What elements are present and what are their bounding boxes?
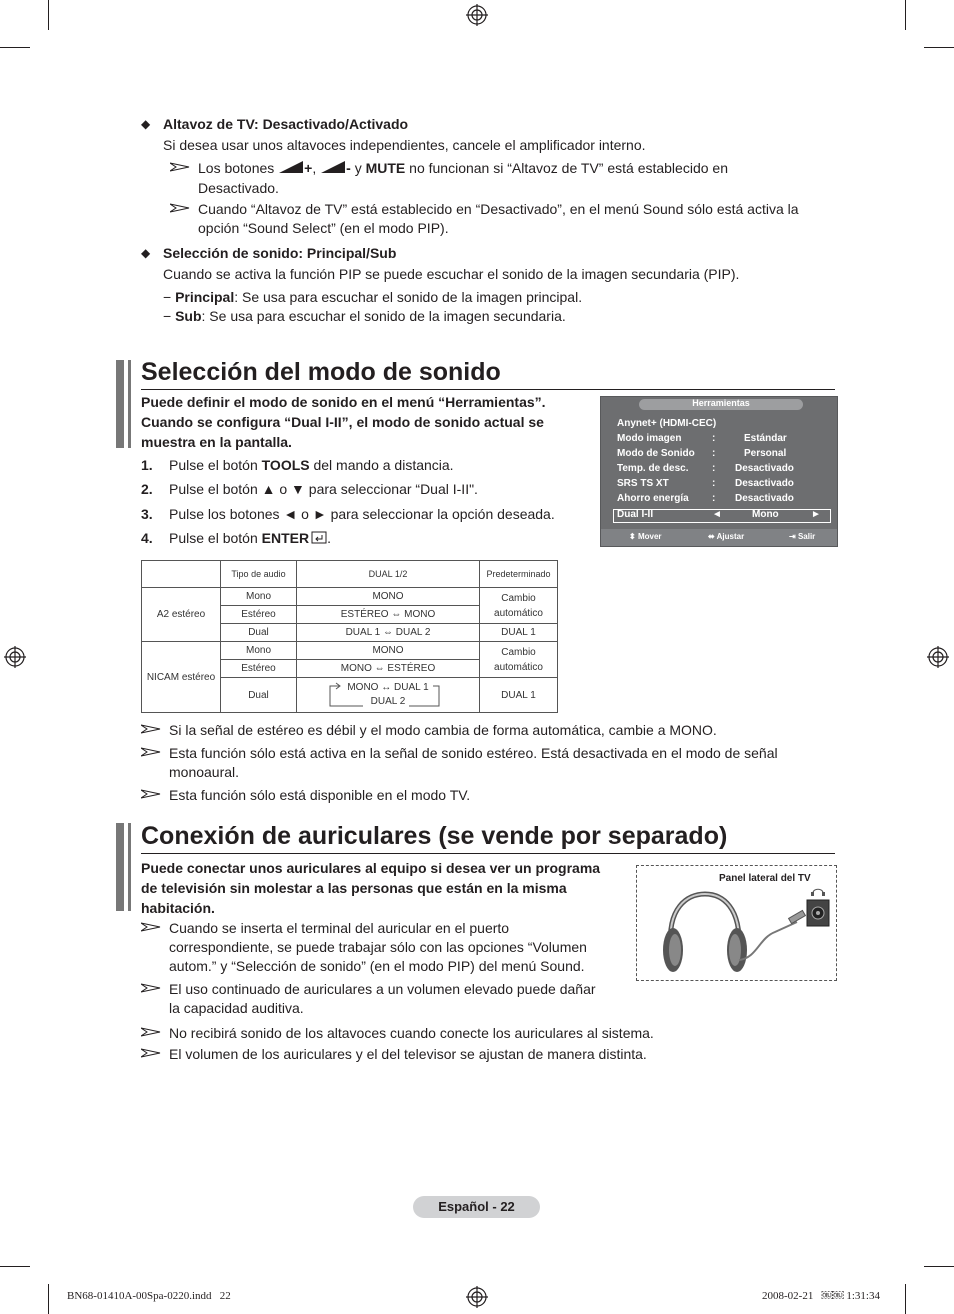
osd-row-srs[interactable]: SRS TS XT : Desactivado xyxy=(617,478,794,489)
step-number: 2. xyxy=(141,481,153,497)
table-cell: Mono xyxy=(221,642,297,660)
osd-row-energy-saving[interactable]: Ahorro energía : Desactivado xyxy=(617,493,794,504)
volume-up-icon xyxy=(278,160,304,174)
table-cell: MONO xyxy=(297,588,480,606)
step-text: Pulse los botones ◄ o ► para seleccionar la opción deseada. xyxy=(169,506,555,522)
crop-mark xyxy=(48,0,49,30)
table-header: DUAL 1/2 xyxy=(297,561,480,588)
step-text: Pulse el botón ▲ o ▼ para seleccionar “Dual I-II". xyxy=(169,481,478,497)
table-cell-nicam: NICAM estéreo xyxy=(142,642,221,713)
section2-intro: Puede conectar unos auriculares al equipo si desea ver un programa de televisión sin molestar a las personas que están en la misma habitación. xyxy=(141,860,601,916)
table-cell-cycle: MONO ↔ DUAL 1 DUAL 2 xyxy=(297,678,480,713)
heading-bar xyxy=(128,823,131,911)
note-arrow-icon xyxy=(141,747,161,757)
note-arrow-icon xyxy=(141,1048,161,1058)
volume-down-icon xyxy=(320,160,346,174)
osd-tools-menu xyxy=(600,396,838,547)
section1-note-cont: monoaural. xyxy=(169,764,240,780)
sound-select-desc: Cuando se activa la función PIP se puede escuchar el sonido de la imagen secundaria (PIP). xyxy=(163,266,740,282)
section1-intro: Puede definir el modo de sonido en el menú “Herramientas”. Cuando se configura “Dual I-II”, el modo de sonido actual se muestra en la pantalla. xyxy=(141,394,546,450)
speaker-note2: Cuando “Altavoz de TV” está establecido en “Desactivado”, en el menú Sound sólo está activa la xyxy=(198,201,799,217)
osd-row-sound-mode[interactable]: Modo de Sonido : Personal xyxy=(617,448,787,459)
osd-footer-exit: ⇥ Salir xyxy=(789,532,816,541)
crop-mark xyxy=(924,47,954,48)
step-text: Pulse el botón ENTER . xyxy=(169,530,331,546)
crop-mark xyxy=(905,1284,906,1314)
cycle-arrow-icon xyxy=(327,682,445,708)
heading-bar xyxy=(128,360,131,448)
section2-note4: El volumen de los auriculares y el del televisor se ajustan de manera distinta. xyxy=(169,1046,647,1062)
note-arrow-icon xyxy=(170,162,190,172)
speaker-note2-line2: opción “Sound Select” (en el modo PIP). xyxy=(198,220,449,236)
section1-note: Esta función sólo está activa en la señal de sonido estéreo. Está desactivada en el modo de señal xyxy=(169,745,778,761)
bullet-diamond-icon: ◆ xyxy=(141,246,151,260)
osd-row-sleep-timer[interactable]: Temp. de desc. : Desactivado xyxy=(617,463,794,474)
step-text: Pulse el botón TOOLS del mando a distancia. xyxy=(169,457,454,473)
panel-label: Panel lateral del TV xyxy=(719,873,811,884)
osd-row-dual-label: Dual I-II ◄ Mono ► xyxy=(617,509,821,520)
headphones-icon xyxy=(657,888,832,976)
osd-footer-move: ⬍ Mover xyxy=(629,532,662,541)
table-cell: Dual xyxy=(221,678,297,713)
osd-row-picture-mode[interactable]: Modo imagen : Estándar xyxy=(617,433,787,444)
table-cell: ESTÉREO ⇔ MONO xyxy=(297,606,480,624)
table-cell: MONO ⇔ ESTÉREO xyxy=(297,660,480,678)
speaker-note1: Los botones +, - y MUTE no funcionan si “Altavoz de TV” está establecido en xyxy=(198,160,728,176)
table-cell: Cambio automático xyxy=(480,642,558,678)
step-number: 3. xyxy=(141,506,153,522)
note-arrow-icon xyxy=(141,1027,161,1037)
table-header: Tipo de audio xyxy=(221,561,297,588)
crop-mark xyxy=(48,1284,49,1314)
note-arrow-icon xyxy=(141,922,161,932)
osd-row-anynet[interactable]: Anynet+ (HDMI-CEC) xyxy=(617,418,717,429)
footer-timestamp: 2008-02-21 ￼￼ 1:31:34 xyxy=(762,1290,880,1302)
section-title-headphones: Conexión de auriculares (se vende por separado) xyxy=(141,822,728,850)
table-cell: MONO xyxy=(297,642,480,660)
crop-mark xyxy=(0,47,30,48)
section2-note3: No recibirá sonido de los altavoces cuando conecte los auriculares al sistema. xyxy=(169,1025,654,1041)
heading-bar xyxy=(116,823,124,911)
heading-bar xyxy=(116,360,124,448)
section1-note: Esta función sólo está disponible en el modo TV. xyxy=(169,787,471,803)
note-arrow-icon xyxy=(141,724,161,734)
table-cell: DUAL 1 ⇔ DUAL 2 xyxy=(297,624,480,642)
registration-mark-icon xyxy=(4,646,26,668)
heading-rule xyxy=(141,853,835,854)
section-title-sound-mode: Selección del modo de sonido xyxy=(141,358,501,386)
step-number: 4. xyxy=(141,530,153,546)
section2-note2: El uso continuado de auriculares a un volumen elevado puede dañar la capacidad auditiva. xyxy=(169,981,596,1016)
page-number: Español - 22 xyxy=(438,1199,515,1214)
table-header: Predeterminado xyxy=(480,561,558,588)
note-arrow-icon xyxy=(141,789,161,799)
crop-mark xyxy=(0,1266,30,1267)
osd-title: Herramientas xyxy=(692,398,750,408)
table-cell: Cambio automático xyxy=(480,588,558,624)
table-header-blank xyxy=(142,561,221,588)
heading-rule xyxy=(141,389,835,390)
note-arrow-icon xyxy=(170,203,190,213)
footer-filename: BN68-01410A-00Spa-0220.indd 22 xyxy=(67,1290,231,1302)
speaker-note1-line2: Desactivado. xyxy=(198,180,279,196)
registration-mark-icon xyxy=(466,4,488,26)
speaker-heading: Altavoz de TV: Desactivado/Activado xyxy=(163,116,409,132)
table-cell: Mono xyxy=(221,588,297,606)
headphone-illustration xyxy=(636,865,837,981)
audio-type-table xyxy=(141,560,558,713)
section1-note: Si la señal de estéreo es débil y el modo cambia de forma automática, cambie a MONO. xyxy=(169,722,717,738)
table-cell-a2: A2 estéreo xyxy=(142,588,221,642)
enter-icon xyxy=(311,531,327,544)
speaker-desc: Si desea usar unos altavoces independientes, cancele el amplificador interno. xyxy=(163,137,646,153)
table-cell: DUAL 1 xyxy=(480,624,558,642)
registration-mark-icon xyxy=(927,646,949,668)
move-arrows-icon: ⬍ xyxy=(629,532,636,541)
exit-icon: ⇥ xyxy=(789,532,796,541)
table-cell: Dual xyxy=(221,624,297,642)
table-cell: Estéreo xyxy=(221,660,297,678)
adjust-arrows-icon: ⬌ xyxy=(708,532,715,541)
sound-select-item2: − Sub: Se usa para escuchar el sonido de la imagen secundaria. xyxy=(163,308,566,324)
sound-select-item1: − Principal: Se usa para escuchar el sonido de la imagen principal. xyxy=(163,289,583,305)
bullet-diamond-icon: ◆ xyxy=(141,117,151,131)
crop-mark xyxy=(924,1266,954,1267)
sound-select-heading: Selección de sonido: Principal/Sub xyxy=(163,245,397,261)
table-cell: DUAL 1 xyxy=(480,678,558,713)
osd-footer-adjust: ⬌ Ajustar xyxy=(708,532,745,541)
section2-note1: Cuando se inserta el terminal del auricular en el puerto correspondiente, se puede trabajar sólo con las opciones “Volumen autom.” y “Selección de sonido” (en el modo PIP) del menú Sound. xyxy=(169,920,587,974)
crop-mark xyxy=(905,0,906,30)
step-number: 1. xyxy=(141,457,153,473)
table-cell: Estéreo xyxy=(221,606,297,624)
note-arrow-icon xyxy=(141,983,161,993)
registration-mark-icon xyxy=(466,1286,488,1308)
